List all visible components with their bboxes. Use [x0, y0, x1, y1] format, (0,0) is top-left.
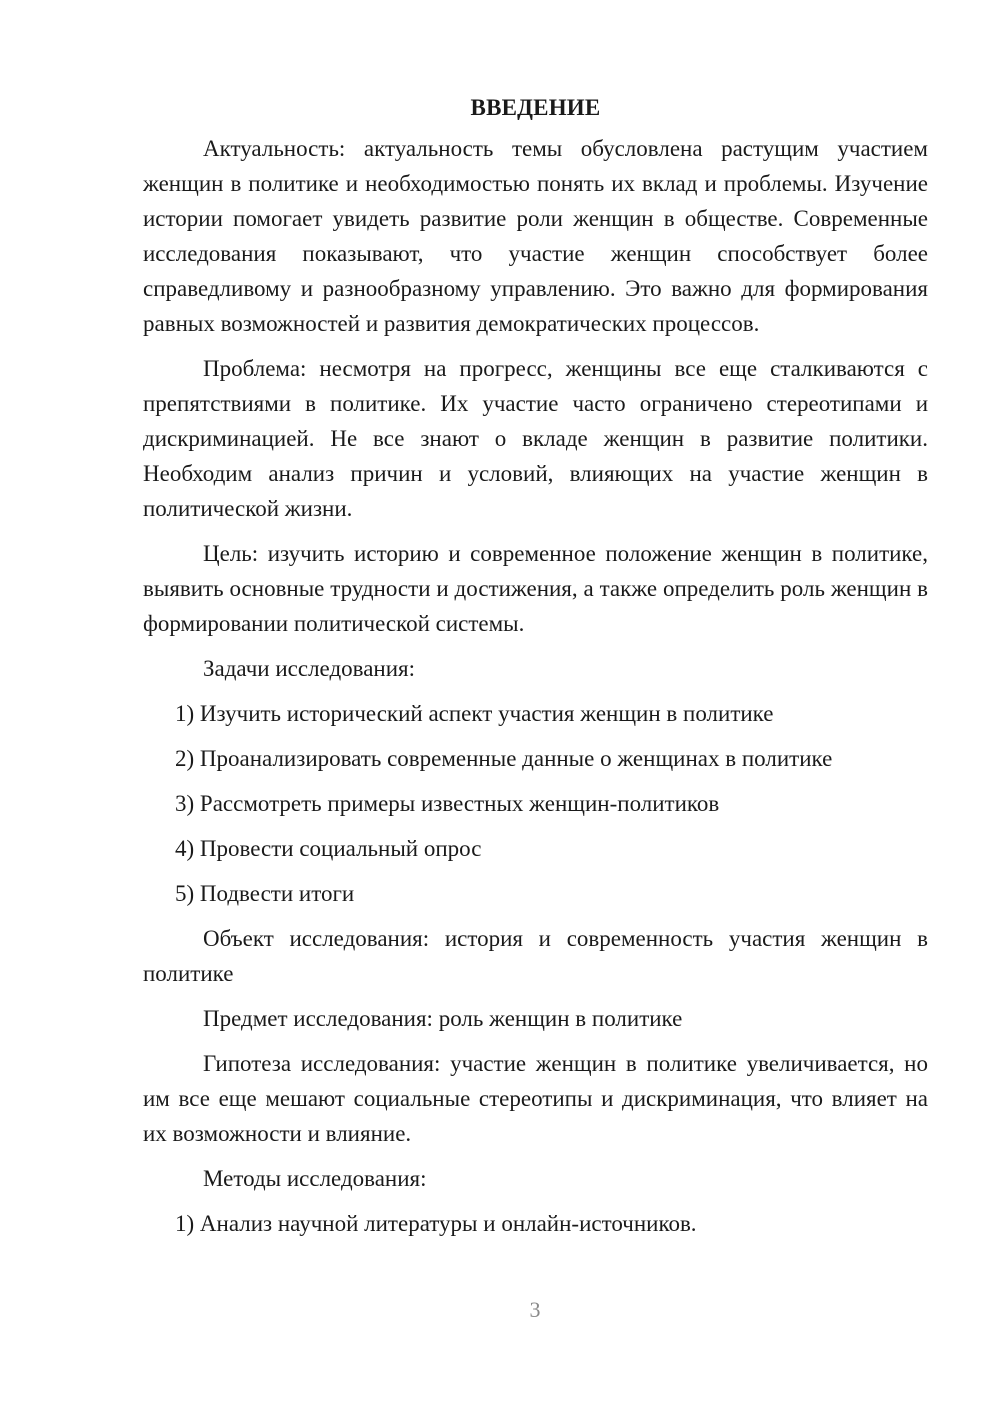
relevance-paragraph: Актуальность: актуальность темы обусловлена растущим участием женщин в политике и необходимостью понять их вклад и проблемы. Изучение истории помогает увидеть развитие роли женщин в обществе. Современные исследования показывают, что участие женщин способствует более справедливому и разнообразному управлению. Это важно для формирования равных возможностей и развития демократических процессов.	[143, 136, 928, 336]
methods-heading: Методы исследования:	[203, 1166, 427, 1191]
methods-list	[143, 1206, 928, 1241]
tasks-heading: Задачи исследования:	[203, 656, 416, 681]
list-item: 4) Провести социальный опрос	[175, 836, 482, 861]
problem-paragraph: Проблема: несмотря на прогресс, женщины все еще сталкиваются с препятствиями в политике. Их участие часто ограничено стереотипами и дискриминацией. Не все знают о вкладе женщин в развитие политики. Необходим анализ причин и условий, влияющих на участие женщин в политической жизни.	[143, 356, 928, 521]
document-page	[143, 90, 928, 1251]
section-title: ВВЕДЕНИЕ	[470, 95, 601, 120]
object-paragraph: Объект исследования: история и современность участия женщин в политике	[143, 926, 928, 986]
list-item: 1) Изучить исторический аспект участия женщин в политике	[175, 701, 774, 726]
tasks-list	[143, 696, 928, 911]
list-item: 2) Проанализировать современные данные о женщинах в политике	[175, 746, 833, 771]
list-item: 3) Рассмотреть примеры известных женщин-политиков	[175, 791, 720, 816]
subject-paragraph: Предмет исследования: роль женщин в политике	[203, 1006, 683, 1031]
list-item: 5) Подвести итоги	[175, 881, 355, 906]
goal-paragraph: Цель: изучить историю и современное положение женщин в политике, выявить основные трудности и достижения, а также определить роль женщин в формировании политической системы.	[143, 541, 928, 636]
list-item: 1) Анализ научной литературы и онлайн-источников.	[175, 1211, 697, 1236]
page-number: 3	[529, 1297, 541, 1322]
hypothesis-paragraph: Гипотеза исследования: участие женщин в политике увеличивается, но им все еще мешают социальные стереотипы и дискриминация, что влияет на их возможности и влияние.	[143, 1051, 928, 1146]
